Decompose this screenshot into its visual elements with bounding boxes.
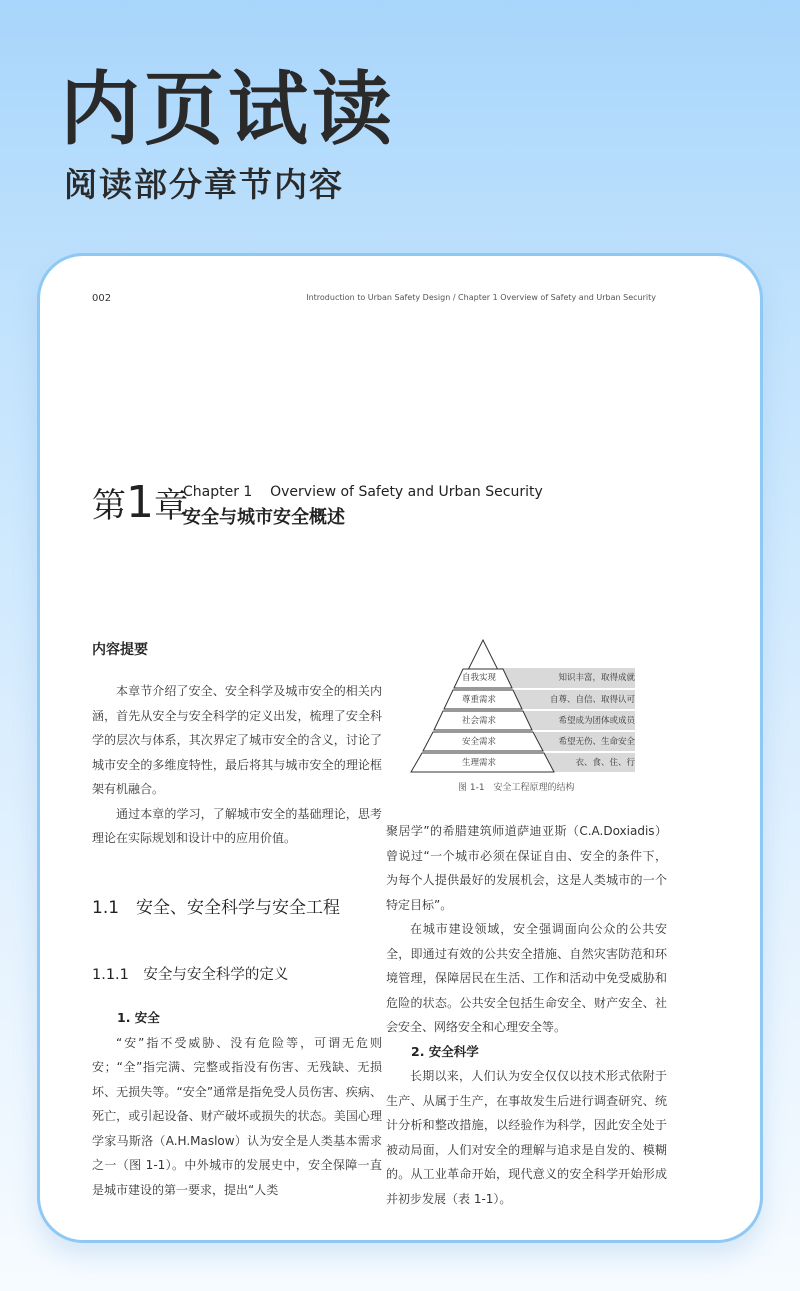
right-column-body (386, 819, 667, 1211)
level-desc: 衣、食、住、行 (575, 758, 635, 768)
part2-heading: 2. 安全科学 (411, 1043, 479, 1059)
page-number: 002 (92, 293, 112, 304)
level-name: 尊重需求 (462, 695, 497, 705)
summary-paragraph: 通过本章的学习，了解城市安全的基础理论，思考理论在实际规划和设计中的应用价值。 (92, 806, 382, 845)
hero-title: 内页试读 (60, 63, 396, 156)
level-desc: 知识丰富，取得成就 (558, 673, 635, 683)
running-head: Introduction to Urban Safety Design / Chapter 1 Overview of Safety and Urban Security (306, 293, 656, 302)
chapter-suffix: 章 (154, 486, 188, 526)
part2-text: 长期以来，人们认为安全仅仅以技术形式依附于生产、从属于生产，在事故发生后进行调查研究、统计分析和整改措施，以经验作为科学，因此安全处于被动局面，人们对安全的理解与追求是自发的、模糊的。从工业革命开始，现代意义的安全科学开始形成并初步发展（表 1-1）。 (386, 1069, 667, 1206)
figure-caption: 图 1-1 安全工程原理的结构 (458, 783, 575, 793)
level-desc: 希望无伤、生命安全 (558, 737, 635, 747)
section-heading: 1.1 安全、安全科学与安全工程 (92, 898, 341, 918)
left-column-body (92, 1006, 382, 1202)
right-paragraph: 在城市建设领域，安全强调面向公众的公共安全，即通过有效的公共安全措施、自然灾害防范和环境管理，保障居民在生活、工作和活动中免受威胁和危险的状态。公共安全包括生命安全、财产安全、社会安全、网络安全和心理安全等。 (386, 922, 667, 1034)
right-continuation: 聚居学”的希腊建筑师道萨迪亚斯（C.A.Doxiadis）曾说过“一个城市必须在保证自由、安全的条件下，为每个人提供最好的发展机会，这是人类城市的一个特定目标”。 (386, 824, 667, 912)
level-name: 自我实现 (462, 673, 497, 683)
chapter-digit: 1 (126, 477, 154, 528)
part1-heading: 1. 安全 (117, 1010, 160, 1025)
page-preview-card (37, 253, 763, 1243)
chapter-title-cn: 安全与城市安全概述 (183, 507, 345, 528)
pyramid-labels (405, 638, 640, 778)
part1-text: “安”指不受威胁、没有危险等，可谓无危则安；“全”指完满、完整或指没有伤害、无残缺、无损坏、无损失等。“安全”通常是指免受人员伤害、疾病、死亡，或引起设备、财产破坏或损失的状态。美国心理学家马斯洛（A.H.Maslow）认为安全是人类基本需求之一（图 1-1）。中外城市的发展史中，安全保障一直是城市建设的第一要求，提出“人类 (92, 1035, 382, 1197)
chapter-prefix: 第 (92, 486, 126, 526)
chapter-title-en: Chapter 1 Overview of Safety and Urban Security (183, 484, 543, 500)
chapter-number (92, 477, 188, 528)
level-desc: 希望成为团体或成员 (558, 716, 635, 726)
summary-paragraph: 本章节介绍了安全、安全科学及城市安全的相关内涵，首先从安全与安全科学的定义出发，梳理了安全科学的层次与体系，其次界定了城市安全的含义，讨论了城市安全的多维度特性，最后将其与城市安全的理论框架有机融合。 (92, 684, 382, 796)
level-name: 生理需求 (462, 758, 497, 768)
summary-text (92, 679, 382, 851)
level-name: 社会需求 (462, 716, 497, 726)
hero-subtitle: 阅读部分章节内容 (64, 165, 344, 204)
summary-heading: 内容提要 (92, 642, 148, 658)
level-name: 安全需求 (462, 737, 497, 747)
subsection-heading: 1.1.1 安全与安全科学的定义 (92, 967, 289, 983)
level-desc: 自尊、自信、取得认可 (549, 695, 635, 705)
